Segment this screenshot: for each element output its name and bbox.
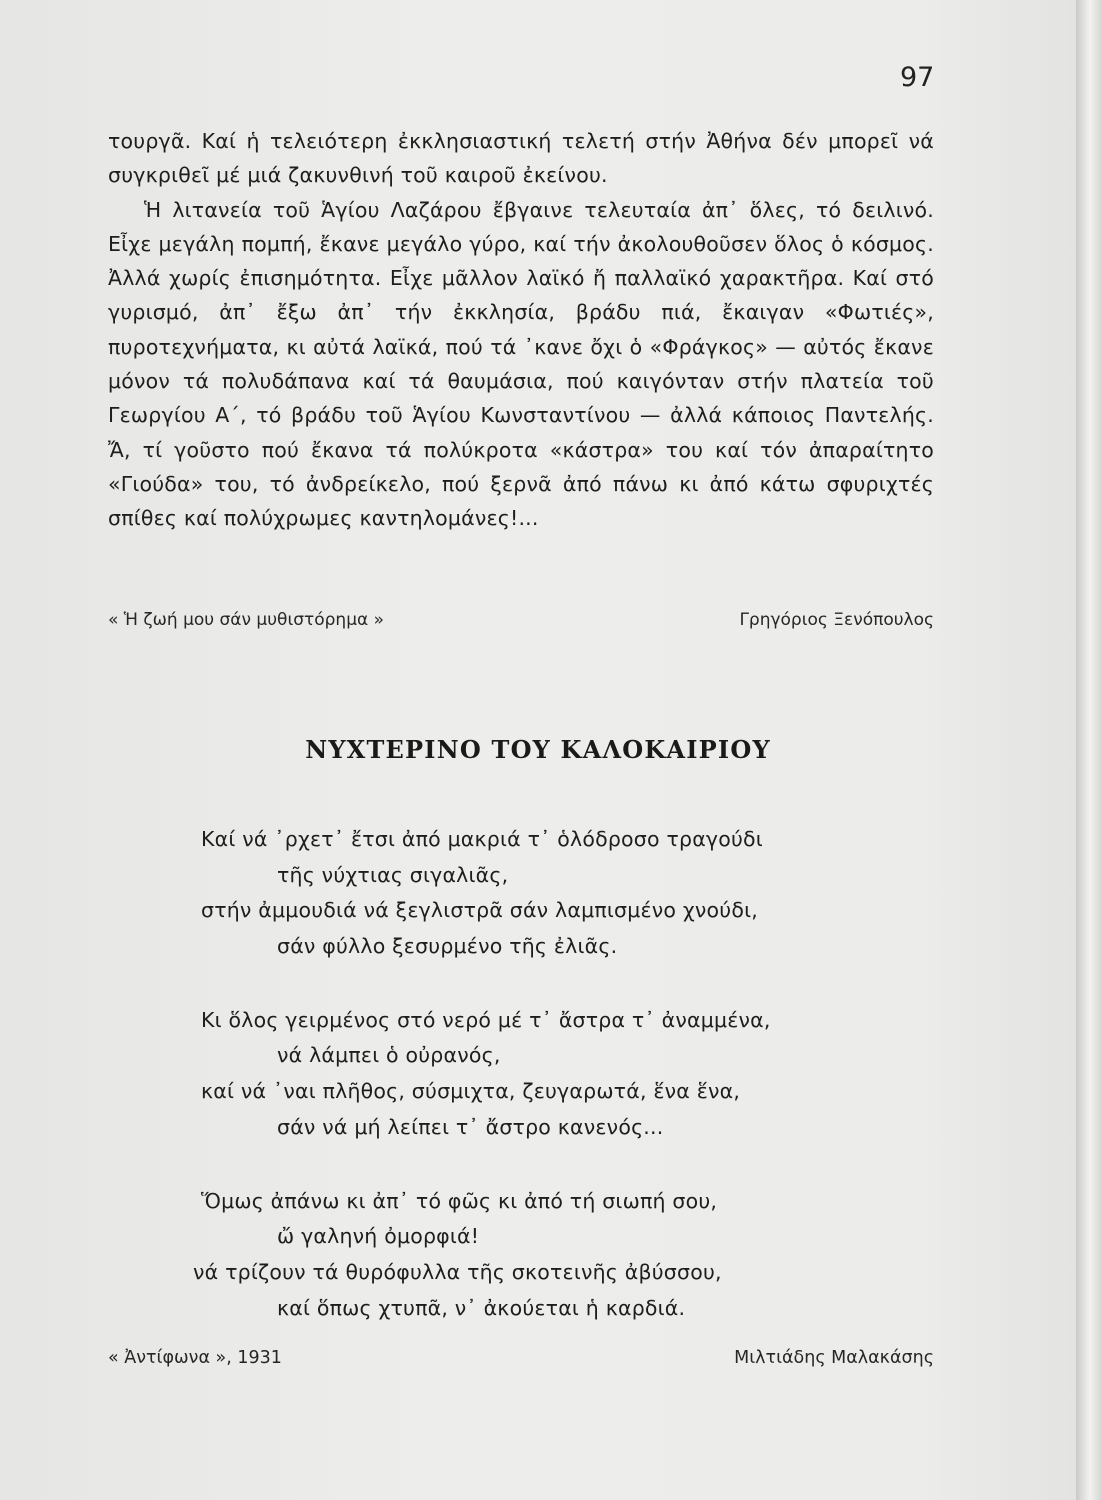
prose-source: « Ἡ ζωή μου σάν μυθιστόρημα »	[108, 610, 385, 630]
page-number: 97	[900, 62, 935, 93]
poem-line: σάν φύλλο ξεσυρμένο τῆς ἐλιᾶς.	[277, 934, 618, 959]
poem-stanza-2	[0, 1003, 1076, 1146]
poem-line: καί νά ᾽ναι πλῆθος, σύσμιχτα, ζευγαρωτά, ἕνα ἕνα,	[201, 1079, 741, 1104]
page-edge	[1076, 0, 1102, 1500]
poem-line: τῆς νύχτιας σιγαλιᾶς,	[277, 862, 509, 887]
poem-line: Καί νά ᾽ρχετ᾽ ἔτσι ἀπό μακριά τ᾽ ὁλόδροσο τραγούδι	[201, 827, 763, 851]
poem-line: ὤ γαληνή ὀμορφιά!	[277, 1224, 480, 1249]
poem-source: « Ἀντίφωνα », 1931	[108, 1348, 282, 1368]
poem	[0, 822, 1076, 1364]
prose-paragraph-1: τουργᾶ. Καί ἡ τελειότερη ἐκκλησιαστική τελετή στήν Ἀθήνα δέν μπορεῖ νά συγκριθεῖ μέ μιά ζακυνθινή τοῦ καιροῦ ἐκείνου.	[108, 129, 934, 188]
prose-paragraph-2: Ἡ λιτανεία τοῦ Ἁγίου Λαζάρου ἔβγαινε τελευταία ἀπ᾽ ὅλες, τό δειλινό. Εἶχε μεγάλη πομπή, ἔκανε μεγάλο γύρο, καί τήν ἀκολουθοῦσεν ὅλος ὁ κόσμος. Ἀλλά χωρίς ἐπισημότητα. Εἶχε μᾶλλον λαϊκό ἤ παλλαϊκό χαρακτῆρα. Καί στό γυρισμό, ἀπ᾽ ἔξω ἀπ᾽ τήν ἐκκλησία, βράδυ πιά, ἔκαιγαν «Φωτιές», πυροτεχνήματα, κι αὐτά λαϊκά, πού τά ᾽κανε ὄχι ὁ «Φράγκος» — αὐτός ἔκανε μόνον τά πολυδάπανα καί τά θαυμάσια, πού καιγόνταν στήν πλατεία τοῦ Γεωργίου Α΄, τό βράδυ τοῦ Ἁγίου Κωνσταντίνου — ἀλλά κάποιος Παντελής. Ἄ, τί γοῦστο πού ἔκανα τά πολύκροτα «κάστρα» του καί τόν ἀπαραίτητο «Γιούδα» του, τό ἀνδρείκελο, πού ξερνᾶ ἀπό πάνω κι ἀπό κάτω σφυριχτές σπίθες καί πολύχρωμες καντηλομάνες!...	[108, 197, 934, 531]
poem-line: νά λάμπει ὁ οὐρανός,	[277, 1043, 501, 1068]
prose-attribution	[108, 610, 934, 630]
poem-line: καί ὅπως χτυπᾶ, ν᾽ ἀκούεται ἡ καρδιά.	[277, 1295, 686, 1320]
poem-attribution	[108, 1348, 934, 1368]
poem-title: ΝΥΧΤΕΡΙΝΟ ΤΟΥ ΚΑΛΟΚΑΙΡΙΟΥ	[305, 735, 771, 764]
poem-line: Ὅμως ἀπάνω κι ἀπ᾽ τό φῶς κι ἀπό τή σιωπή σου,	[201, 1188, 718, 1213]
poem-author: Μιλτιάδης Μαλακάσης	[734, 1348, 934, 1368]
poem-stanza-1	[0, 822, 1076, 965]
poem-stanza-3	[0, 1184, 1076, 1327]
poem-line: Κι ὅλος γειρμένος στό νερό μέ τ᾽ ἄστρα τ᾽ ἀναμμένα,	[201, 1007, 771, 1032]
prose-excerpt	[108, 124, 934, 536]
poem-line: νά τρίζουν τά θυρόφυλλα τῆς σκοτεινῆς ἀβύσσου,	[193, 1259, 722, 1284]
prose-author: Γρηγόριος Ξενόπουλος	[739, 610, 934, 630]
poem-line: στήν ἀμμουδιά νά ξεγλιστρᾶ σάν λαμπισμένο χνούδι,	[201, 898, 758, 923]
poem-line: σάν νά μή λείπει τ᾽ ἄστρο κανενός...	[277, 1114, 664, 1139]
